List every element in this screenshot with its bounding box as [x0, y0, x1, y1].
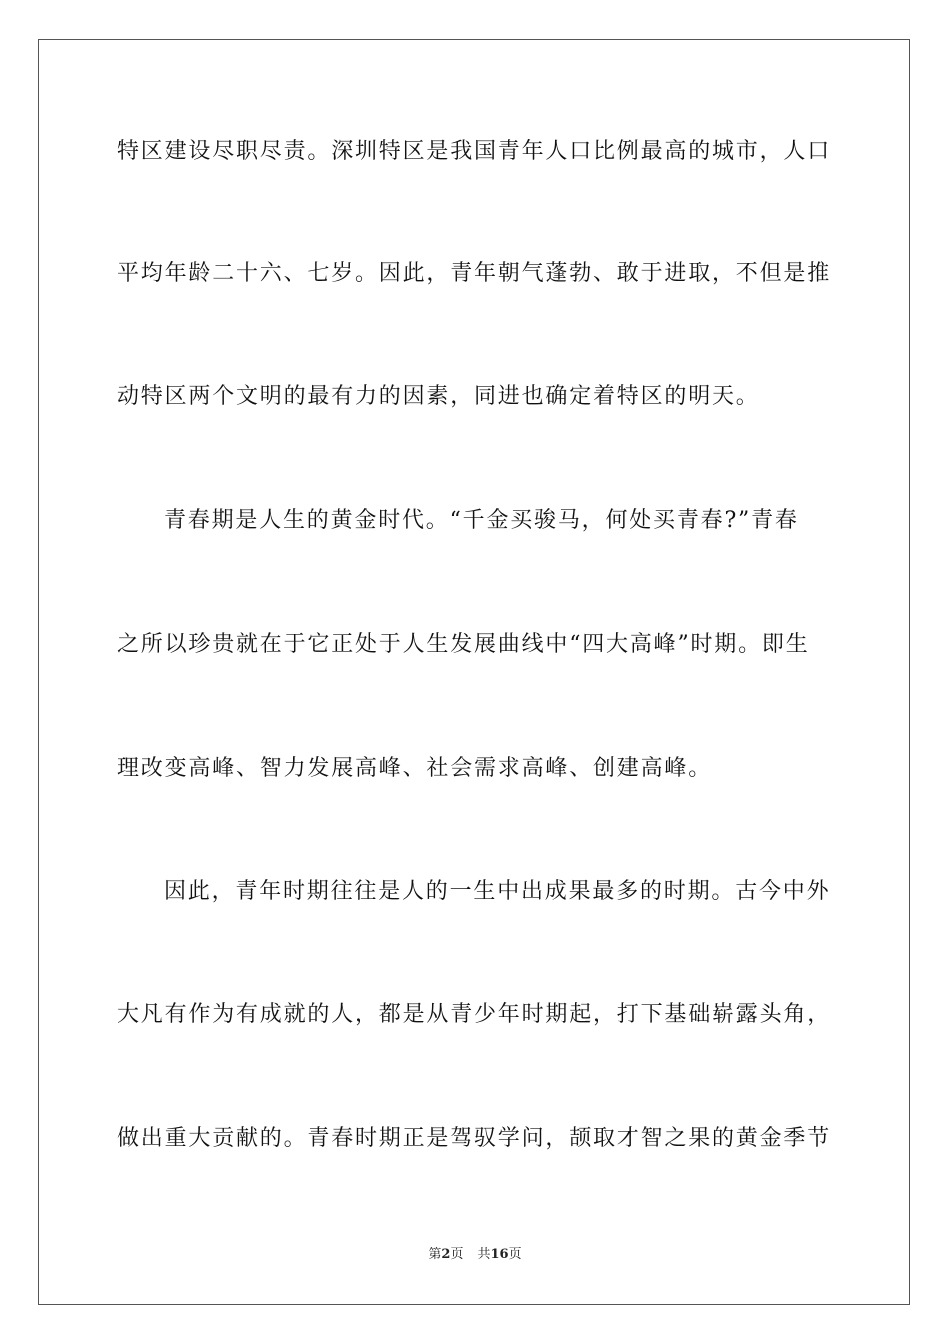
paragraph-line-6: 理改变高峰、智力发展高峰、社会需求高峰、创建高峰。 — [117, 756, 713, 781]
paragraph-line-8: 大凡有作为有成就的人，都是从青少年时期起，打下基础崭露头角， — [117, 1002, 832, 1027]
page-footer — [0, 1246, 950, 1264]
total-suffix: 页 — [508, 1247, 522, 1262]
paragraph-line-9: 做出重大贡献的。青春时期正是驾驭学问，颉取才智之果的黄金季节 — [117, 1126, 832, 1151]
page-suffix: 页 — [450, 1247, 464, 1262]
total-prefix: 共 — [477, 1247, 491, 1262]
paragraph-line-2: 平均年龄二十六、七岁。因此，青年朝气蓬勃、敢于进取，不但是推 — [117, 261, 832, 286]
total-pages: 16 — [490, 1247, 509, 1262]
paragraph-line-4: 青春期是人生的黄金时代。“千金买骏马，何处买青春?”青春 — [164, 508, 799, 533]
paragraph-line-5: 之所以珍贵就在于它正处于人生发展曲线中“四大高峰”时期。即生 — [117, 632, 810, 657]
paragraph-line-7: 因此，青年时期往往是人的一生中出成果最多的时期。古今中外 — [164, 879, 831, 904]
page-prefix: 第 — [428, 1247, 442, 1262]
paragraph-line-1: 特区建设尽职尽责。深圳特区是我国青年人口比例最高的城市，人口 — [117, 139, 832, 164]
page-frame — [38, 39, 910, 1305]
paragraph-line-3: 动特区两个文明的最有力的因素，同进也确定着特区的明天。 — [117, 384, 760, 409]
page-number: 2 — [441, 1247, 451, 1262]
